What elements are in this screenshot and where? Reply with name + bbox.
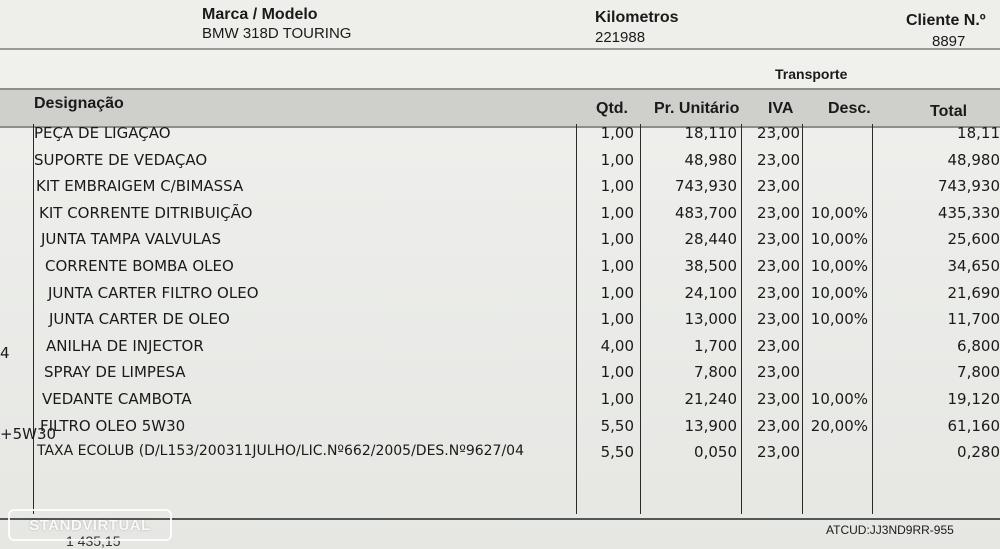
item-quantity: 1,00 bbox=[600, 363, 634, 382]
table-row bbox=[0, 151, 1000, 177]
item-iva: 23,00 bbox=[757, 203, 800, 222]
item-total: 19,120 bbox=[947, 390, 1000, 408]
item-total: 6,800 bbox=[957, 336, 1000, 355]
table-row bbox=[0, 230, 1000, 256]
client-label: Cliente N.º bbox=[906, 12, 986, 29]
header-band bbox=[0, 0, 1000, 50]
item-iva: 23,00 bbox=[757, 363, 800, 382]
table-row bbox=[0, 284, 1000, 310]
item-quantity: 1,00 bbox=[600, 283, 634, 302]
item-unit-price: 1,700 bbox=[694, 336, 737, 355]
table-row bbox=[0, 337, 1000, 363]
col-designation: Designação bbox=[34, 95, 124, 112]
item-quantity: 1,00 bbox=[600, 230, 634, 249]
item-quantity: 1,00 bbox=[600, 390, 634, 408]
item-description: JUNTA CARTER DE OLEO bbox=[49, 310, 230, 329]
item-quantity: 5,50 bbox=[600, 443, 634, 462]
item-discount: 10,00% bbox=[810, 203, 868, 222]
item-quantity: 5,50 bbox=[600, 416, 634, 435]
item-discount: 10,00% bbox=[810, 283, 868, 302]
item-total: 0,280 bbox=[957, 443, 1000, 462]
brand-model-label: Marca / Modelo bbox=[202, 6, 318, 23]
brand-model-value: BMW 318D TOURING bbox=[202, 25, 352, 42]
item-quantity: 1,00 bbox=[600, 310, 634, 329]
item-total: 435,330 bbox=[937, 203, 1000, 222]
item-total: 11,700 bbox=[947, 310, 1000, 329]
table-row bbox=[0, 257, 1000, 283]
item-discount: 10,00% bbox=[810, 230, 868, 249]
item-iva: 23,00 bbox=[757, 257, 800, 275]
item-description: KIT EMBRAIGEM C/BIMASSA bbox=[36, 177, 244, 196]
item-iva: 23,00 bbox=[757, 150, 800, 169]
item-discount: 10,00% bbox=[810, 310, 868, 329]
item-quantity: 1,00 bbox=[600, 124, 634, 142]
item-iva: 23,00 bbox=[757, 443, 800, 462]
item-quantity: 1,00 bbox=[600, 257, 634, 275]
item-total: 34,650 bbox=[947, 257, 1000, 275]
table-row bbox=[0, 310, 1000, 336]
col-total: Total bbox=[930, 103, 968, 120]
km-value: 221988 bbox=[595, 29, 646, 46]
table-header bbox=[0, 88, 1000, 128]
item-unit-price: 21,240 bbox=[684, 390, 737, 408]
item-description: PEÇA DE LIGAÇAO bbox=[34, 124, 171, 142]
item-total: 48,980 bbox=[947, 150, 1000, 169]
item-unit-price: 38,500 bbox=[684, 257, 737, 275]
item-description: KIT CORRENTE DITRIBUIÇÃO bbox=[39, 203, 253, 222]
item-unit-price: 48,980 bbox=[684, 150, 737, 169]
item-description: VEDANTE CAMBOTA bbox=[42, 390, 192, 408]
item-description: JUNTA CARTER FILTRO OLEO bbox=[48, 283, 259, 302]
item-unit-price: 18,110 bbox=[684, 124, 737, 142]
item-discount: 10,00% bbox=[810, 257, 868, 275]
item-description: FILTRO OLEO 5W30 bbox=[40, 416, 186, 435]
item-total: 743,930 bbox=[937, 177, 1000, 196]
item-quantity: 1,00 bbox=[600, 203, 634, 222]
margin-mark: +5W30 bbox=[0, 425, 57, 443]
col-iva: IVA bbox=[768, 100, 794, 117]
item-iva: 23,00 bbox=[757, 124, 800, 142]
item-quantity: 1,00 bbox=[600, 177, 634, 196]
col-qty: Qtd. bbox=[596, 100, 628, 117]
item-total: 18,11 bbox=[957, 124, 1000, 142]
item-total: 21,690 bbox=[947, 283, 1000, 302]
item-iva: 23,00 bbox=[757, 416, 800, 435]
margin-mark: 4 bbox=[0, 344, 10, 362]
table-row bbox=[0, 204, 1000, 230]
table-row bbox=[0, 363, 1000, 389]
table-row bbox=[0, 390, 1000, 416]
item-unit-price: 28,440 bbox=[684, 230, 737, 249]
item-description: CORRENTE BOMBA OLEO bbox=[45, 257, 234, 275]
watermark-logo: STANDVIRTUAL bbox=[8, 509, 172, 541]
item-total: 7,800 bbox=[957, 363, 1000, 382]
item-unit-price: 13,900 bbox=[684, 416, 737, 435]
item-unit-price: 7,800 bbox=[694, 363, 737, 382]
table-row bbox=[0, 443, 1000, 469]
col-discount: Desc. bbox=[828, 100, 871, 117]
item-description: SPRAY DE LIMPESA bbox=[44, 363, 186, 382]
item-quantity: 4,00 bbox=[600, 336, 634, 355]
item-iva: 23,00 bbox=[757, 310, 800, 329]
item-discount: 20,00% bbox=[810, 416, 868, 435]
item-description: JUNTA TAMPA VALVULAS bbox=[41, 230, 221, 249]
item-total: 25,600 bbox=[947, 230, 1000, 249]
atcud-code: ATCUD:JJ3ND9RR-955 bbox=[826, 523, 954, 537]
item-unit-price: 743,930 bbox=[674, 177, 737, 196]
item-discount: 10,00% bbox=[810, 390, 868, 408]
transport-label: Transporte bbox=[775, 66, 848, 82]
item-unit-price: 483,700 bbox=[674, 203, 737, 222]
item-unit-price: 24,100 bbox=[684, 283, 737, 302]
item-iva: 23,00 bbox=[757, 390, 800, 408]
footer-amount: 1 435,15 bbox=[66, 533, 121, 549]
item-iva: 23,00 bbox=[757, 336, 800, 355]
table-row bbox=[0, 124, 1000, 150]
item-quantity: 1,00 bbox=[600, 150, 634, 169]
km-label: Kilometros bbox=[595, 9, 679, 26]
item-iva: 23,00 bbox=[757, 283, 800, 302]
table-row bbox=[0, 417, 1000, 443]
table-row bbox=[0, 177, 1000, 203]
item-description: SUPORTE DE VEDAÇAO bbox=[34, 150, 208, 169]
item-unit-price: 13,000 bbox=[684, 310, 737, 329]
item-description: ANILHA DE INJECTOR bbox=[46, 336, 204, 355]
item-total: 61,160 bbox=[947, 416, 1000, 435]
item-description: TAXA ECOLUB (D/L153/200311JULHO/LIC.Nº662/2005/DES.Nº9627/04 bbox=[37, 443, 524, 460]
item-iva: 23,00 bbox=[757, 230, 800, 249]
item-unit-price: 0,050 bbox=[694, 443, 737, 462]
col-unit-price: Pr. Unitário bbox=[654, 100, 740, 117]
item-iva: 23,00 bbox=[757, 177, 800, 196]
client-value: 8897 bbox=[932, 33, 966, 50]
